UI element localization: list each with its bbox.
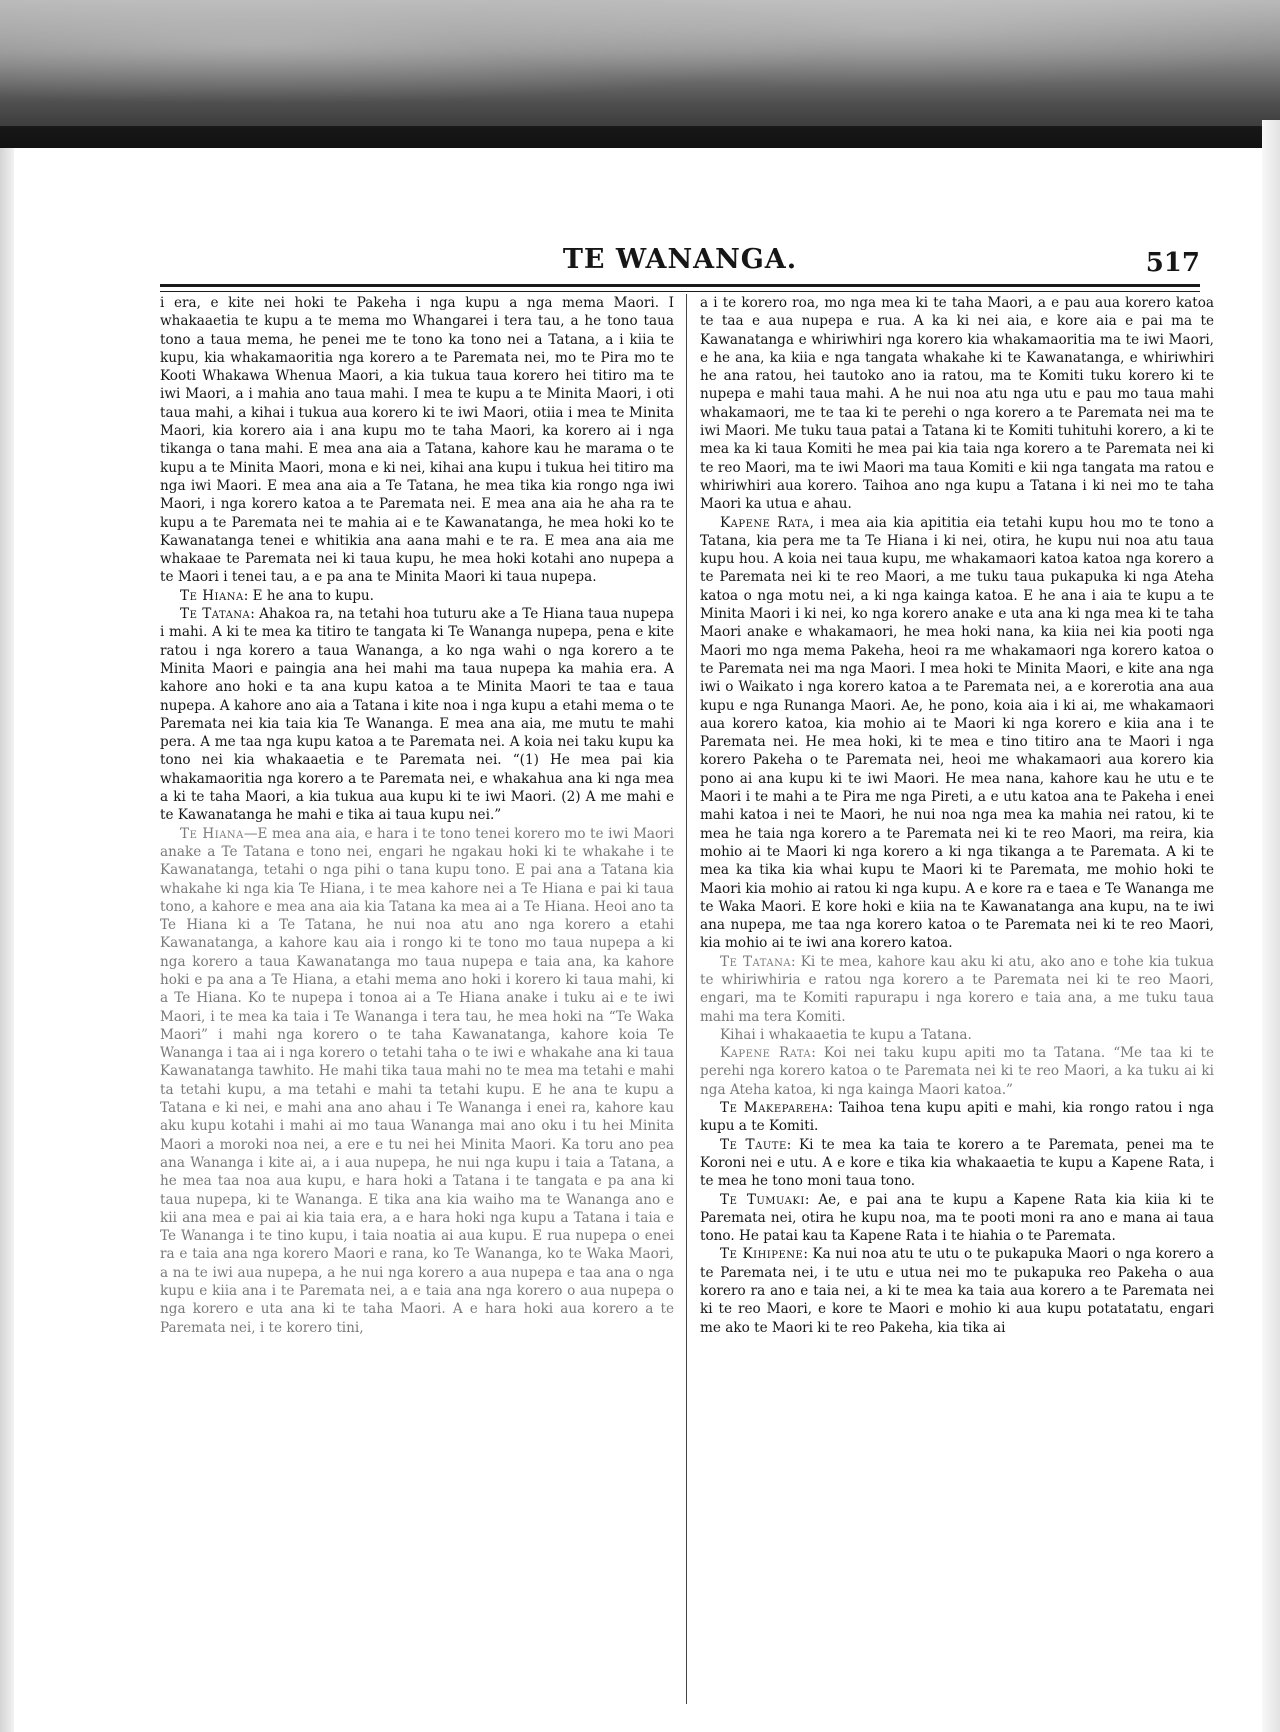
page-header <box>160 238 1200 282</box>
paragraph <box>700 1044 1214 1099</box>
right-column <box>700 294 1214 1704</box>
paragraph-text: : Ki te mea ka taia te korero a te Paremata, penei ma te Koroni nei e utu. A e kore e tika kia whakaaetia te kupu a Kapene Rata, i te mea he tono moni taua tono. <box>700 1136 1214 1190</box>
speaker-name: Te Tumuaki <box>720 1191 805 1208</box>
speaker-name: Te Hiana <box>180 825 244 842</box>
paragraph <box>160 825 674 1337</box>
column-divider <box>686 294 687 1704</box>
speaker-name: Te Hiana <box>180 587 244 604</box>
paragraph <box>700 953 1214 1026</box>
paragraph <box>700 294 1214 514</box>
speaker-name: Te Makepareha <box>720 1100 829 1117</box>
speaker-name: Te Tatana <box>180 606 251 623</box>
scan-right-edge <box>1262 120 1280 1732</box>
paragraph <box>700 1136 1214 1191</box>
paragraph-text: : Koi nei taku kupu apiti mo ta Tatana. “Me taa ki te perehi nga korero katoa o te Paremata nei ki te reo Maori, a ka tuku ai ki nga Ateha katoa, ki nga kainga Maori katoa.” <box>700 1045 1214 1098</box>
paragraph <box>700 1026 1214 1044</box>
paragraph <box>160 294 674 587</box>
paragraph <box>160 587 674 605</box>
paragraph-text: i era, e kite nei hoki te Pakeha i nga kupu a nga mema Maori. I whakaaetia te kupu a te mema mo Whangarei i tera tau, a he tono taua tono a taua mema, he penei me te tono ka tono nei a Tatana, a i kiia te kupu, kia whakamaoritia nga korero a te Paremata nei, mo te Pira mo te Kooti Whakawa Whenua Maori, a kia tukua taua korero hei titiro ma te iwi Maori, a i mahia ano taua mahi. I mea te kupu a te Minita Maori, i oti taua mahi, a kihai i tukua aua korero ki te iwi Maori, otiia i mea te Minita Maori, kia korero aia i ana kupu mo te taha Maori, ka korero ai i nga tikanga o tana mahi. E mea ana aia a Tatana, kahore kau he marama o te kupu a te Minita Maori, mona e ki nei, kihai ana kupu i tukua hei titiro ma nga iwi Maori. E mea ana aia a Te Tatana, he mea tika kia rongo nga iwi Maori, i nga korero katoa a te Paremata nei. E mea ana aia he aha ra te kupu a te Paremata nei te mahia ai e te Kawanatanga, he mea hoki ko te Kawanatanga tenei e whitikia ana aana mahi e te ra. E mea ana aia me whakaae te Paremata nei ki taua kupu, he mea hoki kotahi ano nupepa a te Maori i tenei tau, a e pa ana te Minita Maori ki taua nupepa. <box>160 295 674 586</box>
paragraph <box>700 1245 1214 1336</box>
left-column <box>160 294 674 1704</box>
paragraph <box>160 605 674 825</box>
paragraph-text: a i te korero roa, mo nga mea ki te taha Maori, a e pau aua korero katoa te taa e aua nupepa e rua. A ka ki nei aia, e kore aia e pai ma te Kawanatanga e whiriwhiri nga korero kia whakamaoritia ma te iwi Maori, e he ana, ka kiia e nga tangata whakahe ki te Kawanatanga, e whiriwhiri he ana ratou, hei tautoko ano ia ratou, ma te Komiti tuku korero ki te nupepa e mahi taua mahi. A he nui noa atu nga utu e pau mo taua mahi whakamaori, me te taa ki te perehi o nga korero a te Paremata nei ma te iwi Maori. Me tuku taua patai a Tatana ki te Komiti tuhituhi korero, a ki te mea ka ki taua Komiti he mea pai kia taia nga korero a te Paremata nei ki te reo Maori, ma te iwi Maori ma taua Komiti e kii nga tangata ma ratou e whiriwhiri aua korero. Taihoa ano nga kupu a Tatana i ki nei mo te taha Maori ka utua e ahau. <box>700 295 1214 513</box>
paragraph-text: : Ahakoa ra, na tetahi hoa tuturu ake a Te Hiana taua nupepa i mahi. A ki te mea ka titiro te tangata ki Te Wananga nupepa, pena e kite ratou i nga korero a taua Wananga, a ko nga wahi o nga korero a te Minita Maori e paingia ana hei mahi ma taua nupepa ka mahia era. A kahore ano hoki e ta ana kupu katoa a te Minita Maori te taa e taua nupepa. A kahore ano aia a Tatana i kite noa i nga kupu a etahi mema o te Paremata nei kia taia kia Te Wananga. E mea ana aia, me mutu te mahi pera. A me taa nga kupu katoa a te Paremata nei. A koia nei taku kupu ka tono nei kia whakaaetia e te Paremata nei. “(1) He mea pai kia whakamaoritia nga korero a te Paremata nei, e whakahua ana ki nga mea a ki te taha Maori, a kia tukua aua kupu ki te iwi Maori. (2) A me mahi e te Kawanatanga he mahi e tika ai taua kupu nei.” <box>160 606 674 824</box>
paragraph <box>700 1099 1214 1136</box>
paragraph <box>700 514 1214 953</box>
scan-top-border <box>0 0 1280 148</box>
paragraph-text: Kihai i whakaaetia te kupu a Tatana. <box>720 1026 972 1043</box>
paragraph-text: , i mea aia kia apititia eia tetahi kupu hou mo te tono a Tatana, kia pera me ta Te Hiana i ki nei, otira, he kupu nui noa atu taua kupu hou. A koia nei taua kupu, me whakamaori katoa katoa nga korero a te Paremata nei ki te reo Maori, a me tuku taua pukapuka ki nga Ateha katoa o nga motu nei, a ki nga kainga katoa. E he ana i aia te kupu a te Minita Maori i ki nei, ko nga korero anake e uta ana ki nga mea ki te taha Maori anake e whakamaori, he mea hoki nana, ka kiia nei kia pooti nga Maori mo nga mema Pakeha, heoi ra me whakamaori nga korero katoa o te Paremata nei ma nga Maori. I mea hoki te Minita Maori, e kite ana nga iwi o Waikato i nga korero katoa a te Paremata nei, a e korerotia ana aua kupu e nga Runanga Maori. Ae, he pono, koia aia i ki ai, me whakamaori aua korero katoa, kia mohio ai te Maori ki nga korero e kiia ana i te Paremata nei. He mea hoki, ki te mea e tino titiro ana te Maori i nga korero Pakeha o te Paremata nei, heoi me whakamaori aua korero kia pono ai ana kupu ki te iwi Maori. He mea nana, kahore kau he utu e te Maori i te mahi a te Pira me nga Pireti, a e utu katoa ana te Pakeha i enei mahi katoa i nei te Maori, he nui noa nga mea ka mahia nei ratou, ki te mea he taia nga korero a te Paremata nei ki te reo Maori, ma reira, kia mohio ai te Maori ki nga korero a ki nga tikanga a te Paremata. A ki te mea ka tika kia whai kupu te Maori ki te Paremata, me mohio hoki te Maori kia mohio ai ratou ki nga kupu. A e kore ra e taea e Te Wananga me te Waka Maori. E kore hoki e kiia na te Kawanatanga ana kupu, na te iwi ana nupepa, me taa nga korero katoa o te Paremata nei ki te reo Maori, kia mohio ai te iwi ana korero katoa. <box>700 514 1214 952</box>
speaker-name: Te Taute <box>720 1136 787 1153</box>
speaker-name: Te Kihipene <box>720 1246 804 1263</box>
paragraph-text: : E he ana to kupu. <box>243 587 374 604</box>
header-rule <box>160 284 1200 292</box>
scan-left-edge <box>0 148 14 1732</box>
paragraph-text: : Taihoa tena kupu apiti e mahi, kia rongo ratou i nga kupu a te Komiti. <box>700 1100 1214 1135</box>
speaker-name: Kapene Rata <box>720 514 810 531</box>
paragraph-text: : Ki te mea, kahore kau aku ki atu, ako ano e tohe kia tukua te whiriwhiria e ratou nga korero a te Paremata nei ki te reo Maori, engari, ma te Komiti rapurapu i nga korero e taia ana, a me tuku taua mahi ma tera Komiti. <box>700 953 1214 1025</box>
page-number: 517 <box>1145 248 1200 278</box>
paragraph-text: : Ka nui noa atu te utu o te pukapuka Maori o nga korero a te Paremata nei, i te utu e utua nei mo te pukapuka reo Pakeha o aua korero ra ano e taia nei, a ki te mea ka taia aua korero a te Paremata nei ki te reo Maori, e kore te Maori e mohio ki aua kupu potatatatu, engari me ako te Maori ki te reo Pakeha, kia tika ai <box>700 1246 1214 1336</box>
speaker-name: Te Tatana <box>720 953 792 970</box>
paragraph-text: —E mea ana aia, e hara i te tono tenei korero mo te iwi Maori anake a Te Tatana e tono nei, engari he ngakau hoki ki te whakahe i te Kawanatanga, tetahi o nga pihi o tana kupu tono. E pai ana a Tatana kia whakahe ki nga kia Te Hiana, i te mea kahore nei a Te Hiana e pai ki taua tono, a kahore e mea ana aia kia Tatana ka mea ai a Te Hiana. Heoi ano ta Te Hiana ki a Te Tatana, he nui noa atu ano nga korero a etahi Kawanatanga, a kahore kau aia i rongo ki te tono mo taua nupepa a ki nga korero a taua Kawanatanga mo taua nupepa e taia ana, ka kahore hoki e pa ana a Te Hiana, a etahi mema ano hoki i korero ki taua mahi, ki a Te Hiana. Ko te nupepa i tonoa ai a Te Hiana anake i tuku ai e te iwi Maori, i te mea ka taia i Te Wananga i tera tau, he mea hoki na “Te Waka Maori” i mahi nga korero o te taha Kawanatanga, kahore koia Te Wananga i taa ai i nga korero o tetahi taha o te iwi e whakahe ana ki taua Kawanatanga tawhito. He mahi tika taua mahi no te mea ma tetahi e mahi ta tetahi kupu, a ma tetahi e mahi ta tetahi kupu. E he ana te kupu a Tatana e ki nei, e mahi ana ano ahau i Te Wananga i enei ra, kahore kau aku kupu kotahi i mahi ai mo taua Wananga mai ano oku i tu hei Minita Maori a moroki noa nei, a ere e tu nei hei Minita Maori. Ka toru ano pea ana Wananga i kite ai, a i aua nupepa, he nui nga kupu i taia a Tatana, a he mea taa noa aua kupu, e hara hoki a Tatana i te tangata e pa ana ki taua nupepa, ki te Wananga. E tika ana kia waiho ma te Wananga ano e kii ana mea e pai ai kia taia era, a e hara hoki nga kupu a Tatana i taia e Te Wananga i te tino kupu, i taia noatia ai aua kupu. E rua nupepa o enei ra e taia ana nga korero Maori e rana, ko Te Wananga, ko te Waka Maori, a na te iwi aua nupepa, a he nui nga korero a aua nupepa e taa ana o nga kupu e kiia ana i te Paremata nei, a e taia ana nga korero o aua nupepa o nga korero e uta ana ki te taha Maori. A e hara hoki aua korero a te Paremata nei, i te korero tini, <box>160 825 674 1336</box>
paragraph <box>700 1191 1214 1246</box>
journal-title: TE WANANGA. <box>562 244 798 275</box>
speaker-name: Kapene Rata <box>720 1045 812 1062</box>
paragraph-text: : Ae, e pai ana te kupu a Kapene Rata kia kiia ki te Paremata nei, otira he kupu noa, ma te pooti moni ra ano e mana ai taua tono. He patai kau ta Kapene Rata i te hiahia o te Paremata. <box>700 1191 1214 1245</box>
